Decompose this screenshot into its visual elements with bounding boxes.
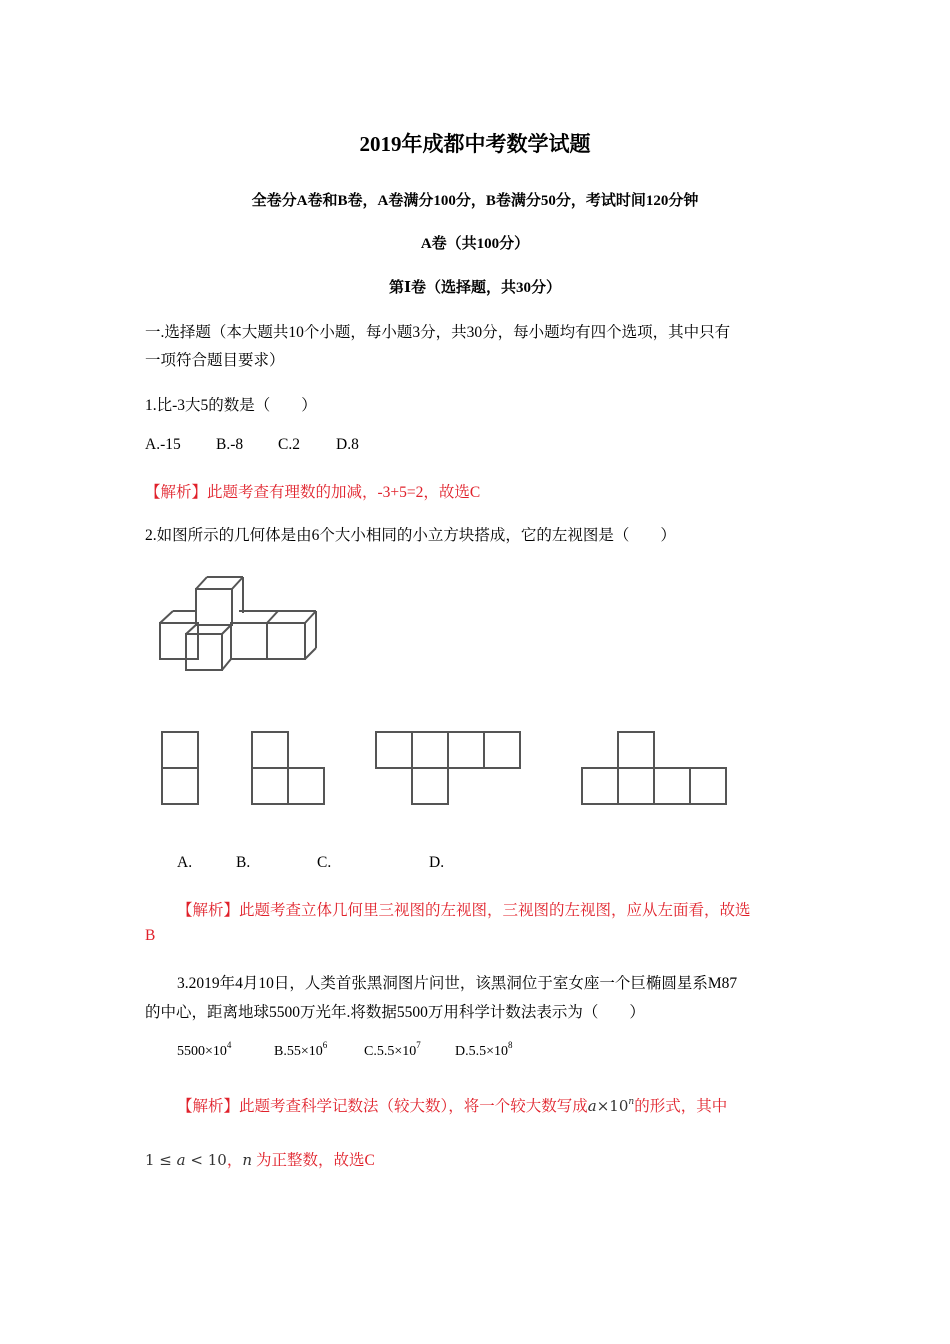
q2-label-a: A. bbox=[177, 854, 193, 871]
section-intro-line1: 一.选择题（本大题共10个小题，每小题3分，共30分，每小题均有四个选项，其中只有 bbox=[145, 324, 731, 341]
q2-label-d: D. bbox=[429, 854, 445, 871]
q3-option-c: $C.5.5\times 10^7$ bbox=[364, 1040, 421, 1059]
q2-fig-a-top bbox=[162, 732, 198, 768]
paper-a-heading: A卷（共100分） bbox=[420, 236, 530, 252]
q2-fig-d-top bbox=[618, 732, 654, 768]
q2-analysis-text: 此题考查立体几何里三视图的左视图，三视图的左视图，应从左面看，故选 bbox=[239, 902, 751, 919]
q2-fig-c-top-2 bbox=[412, 732, 448, 768]
q1-option-a: A.-15 bbox=[145, 436, 181, 453]
q2-fig-d-bottom-2 bbox=[618, 768, 654, 804]
q2-fig-c-top-1 bbox=[376, 732, 412, 768]
q2-fig-d-bottom-3 bbox=[654, 768, 690, 804]
q2-fig-b-bottom-left bbox=[252, 768, 288, 804]
q2-analysis-line1 bbox=[177, 898, 751, 920]
q3-option-d: $D.5.5\times 10^8$ bbox=[455, 1040, 513, 1059]
q3-analysis-line1: 【解析】此题考查科学记数法（较大数），将一个较大数写成$a\times 10^n$的形式，其中 bbox=[177, 1097, 728, 1115]
q2-analysis-tag: 【解析】 bbox=[177, 902, 240, 919]
q3-stem-line1: 3.2019年4月10日，人类首张黑洞图片问世，该黑洞位于室女座一个巨椭圆星系M87 bbox=[177, 975, 738, 992]
q1-option-b: B.-8 bbox=[216, 436, 244, 453]
formula-a: a bbox=[587, 1097, 597, 1115]
q2-label-c: C. bbox=[317, 854, 332, 871]
q2-fig-b-top bbox=[252, 732, 288, 768]
q3-option-b: $B.55\times 10^6$ bbox=[274, 1040, 328, 1059]
q2-fig-c-top-4 bbox=[484, 732, 520, 768]
q2-analysis-line2: B bbox=[145, 927, 156, 944]
q3-analysis-line2: 1 ≤ a < 10，n 为正整数，故选C bbox=[145, 1151, 375, 1169]
q2-option-figures bbox=[162, 732, 726, 804]
q2-fig-c-bottom bbox=[412, 768, 448, 804]
q1-analysis-tag: 【解析】 bbox=[145, 484, 208, 501]
formula-n: n bbox=[628, 1097, 635, 1107]
q1-stem: 1.比-3大5的数是（ ） bbox=[145, 397, 317, 414]
exam-info: 全卷分A卷和B卷，A卷满分100分，B卷满分50分，考试时间120分钟 bbox=[251, 193, 699, 209]
q2-fig-a-bottom bbox=[162, 768, 198, 804]
q2-fig-b-bottom-right bbox=[288, 768, 324, 804]
q2-label-b: B. bbox=[236, 854, 251, 871]
q2-solid-figure bbox=[160, 577, 316, 670]
q1-option-d: D.8 bbox=[336, 436, 359, 453]
section-intro-line2: 一项符合题目要求） bbox=[145, 352, 285, 369]
page-title: 2019年成都中考数学试题 bbox=[359, 132, 591, 156]
q3-analysis-tag: 【解析】 bbox=[177, 1098, 240, 1115]
q1-option-c: C.2 bbox=[278, 436, 300, 453]
q2-fig-c-top-3 bbox=[448, 732, 484, 768]
q1-analysis-text: 此题考查有理数的加减，-3+5=2，故选C bbox=[207, 484, 481, 501]
q2-stem: 2.如图所示的几何体是由6个大小相同的小立方块搭成，它的左视图是（ ） bbox=[145, 527, 676, 544]
formula-times-ten: ×10 bbox=[596, 1097, 629, 1115]
q2-fig-d-bottom-1 bbox=[582, 768, 618, 804]
q2-fig-d-bottom-4 bbox=[690, 768, 726, 804]
volume-1-heading: 第Ⅰ卷（选择题，共30分） bbox=[388, 280, 562, 296]
q3-option-a: $5500\times 10^4$ bbox=[177, 1040, 232, 1059]
q3-stem-line2: 的中心，距离地球5500万光年.将数据5500万用科学计数法表示为（ ） bbox=[145, 1004, 645, 1021]
